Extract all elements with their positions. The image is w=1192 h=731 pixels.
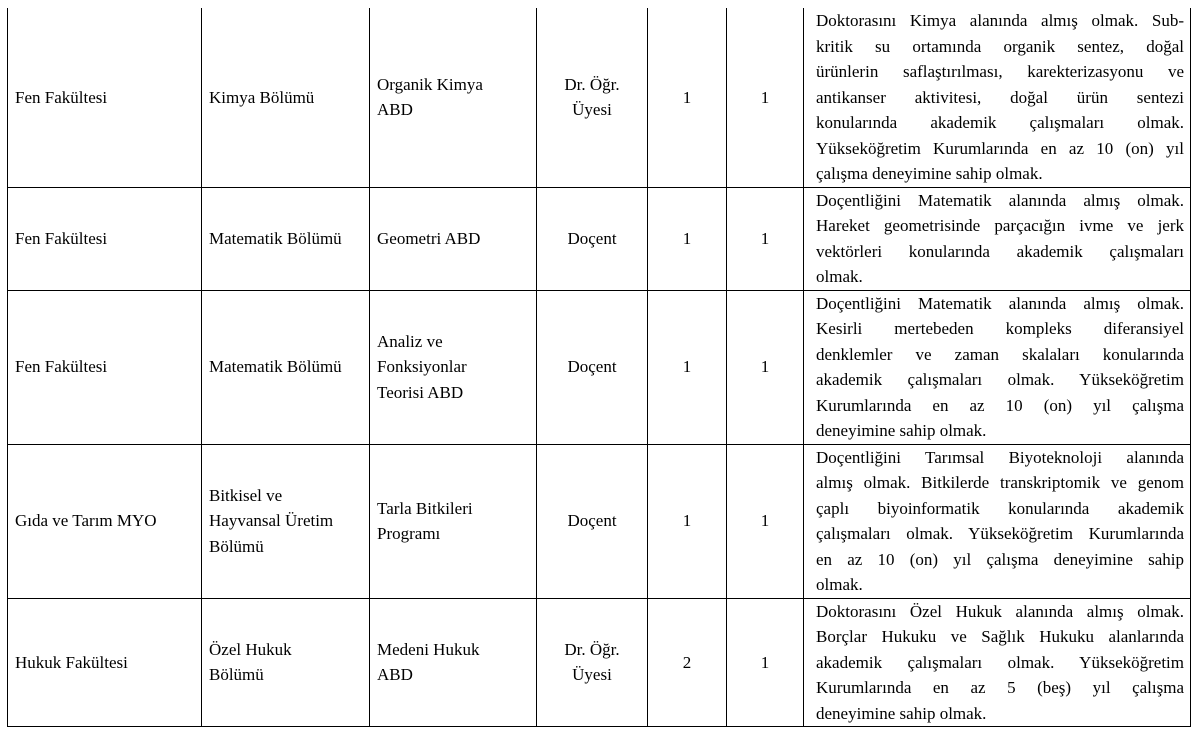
program-cell: Geometri ABD	[370, 187, 537, 290]
faculty-cell: Fen Fakültesi	[8, 8, 202, 187]
department-cell: Matematik Bölümü	[202, 290, 370, 444]
program-text: Organik Kimya ABD	[377, 74, 483, 120]
count-cell: 1	[648, 8, 727, 187]
count-cell: 2	[648, 598, 727, 727]
program-cell	[370, 598, 537, 727]
title-cell: Doçent	[537, 187, 648, 290]
table-row	[8, 444, 1191, 598]
count-cell: 1	[648, 187, 727, 290]
requirement-cell	[804, 187, 1191, 290]
requirement-cell	[804, 290, 1191, 444]
faculty-cell: Gıda ve Tarım MYO	[8, 444, 202, 598]
title-cell	[537, 8, 648, 187]
department-cell: Kimya Bölümü	[202, 8, 370, 187]
requirement-cell	[804, 598, 1191, 727]
count2-cell: 1	[727, 8, 804, 187]
program-cell	[370, 8, 537, 187]
title-text: Dr. Öğr. Üyesi	[564, 74, 620, 120]
requirement-text: Doktorasını Özel Hukuk alanında almış olmak. Borçlar Hukuku ve Sağlık Hukuku alanlarında akademik çalışmaları olmak. Yükseköğretim Kurumlarında en az 5 (beş) yıl çalışma deneyimine sahip olmak.	[816, 601, 1184, 723]
program-cell	[370, 290, 537, 444]
title-cell	[537, 598, 648, 727]
table-row	[8, 290, 1191, 444]
count2-cell: 1	[727, 444, 804, 598]
requirement-cell	[804, 8, 1191, 187]
requirement-cell	[804, 444, 1191, 598]
count-cell: 1	[648, 444, 727, 598]
faculty-cell: Fen Fakültesi	[8, 187, 202, 290]
table-row	[8, 598, 1191, 727]
title-cell: Doçent	[537, 290, 648, 444]
requirement-text: Doçentliğini Tarımsal Biyoteknoloji alanında almış olmak. Bitkilerde transkriptomik ve genom çaplı biyoinformatik konularında akademik çalışmaları olmak. Yükseköğretim Kurumlarında en az 10 (on) yıl çalışma deneyimine sahip olmak.	[816, 447, 1184, 594]
program-text: Tarla Bitkileri Programı	[377, 498, 473, 543]
department-cell	[202, 444, 370, 598]
count2-cell: 1	[727, 290, 804, 444]
count-cell: 1	[648, 290, 727, 444]
title-cell: Doçent	[537, 444, 648, 598]
department-cell: Matematik Bölümü	[202, 187, 370, 290]
requirement-text: Doçentliğini Matematik alanında almış olmak. Kesirli mertebeden kompleks diferansiyel denklemler ve zaman skalaları konularında akademik çalışmaları olmak. Yükseköğretim Kurumlarında en az 10 (on) yıl çalışma deneyimine sahip olmak.	[816, 293, 1184, 440]
count2-cell: 1	[727, 598, 804, 727]
program-text: Analiz ve Fonksiyonlar Teorisi ABD	[377, 331, 467, 402]
faculty-cell: Fen Fakültesi	[8, 290, 202, 444]
department-text: Özel Hukuk Bölümü	[209, 639, 292, 685]
table-row	[8, 8, 1191, 187]
table-row	[8, 187, 1191, 290]
requirement-text: Doktorasını Kimya alanında almış olmak. Sub- kritik su ortamında organik sentez, doğal ürünlerin saflaştırılması, karekterizasyonu ve antikanser aktivitesi, doğal ürün sentezi konularında akademik çalışmaları olmak. Yükseköğretim Kurumlarında en az 10 (on) yıl çalışma deneyimine sahip olmak.	[816, 11, 1184, 183]
requirement-text: Doçentliğini Matematik alanında almış olmak. Hareket geometrisinde parçacığın ivme ve jerk vektörleri konularında akademik çalışmaları olmak.	[816, 190, 1184, 286]
program-cell	[370, 444, 537, 598]
faculty-cell: Hukuk Fakültesi	[8, 598, 202, 727]
department-cell	[202, 598, 370, 727]
department-text: Bitkisel ve Hayvansal Üretim Bölümü	[209, 485, 334, 556]
program-text: Medeni Hukuk ABD	[377, 639, 480, 685]
title-text: Dr. Öğr. Üyesi	[564, 639, 620, 685]
count2-cell: 1	[727, 187, 804, 290]
positions-table	[7, 8, 1191, 727]
